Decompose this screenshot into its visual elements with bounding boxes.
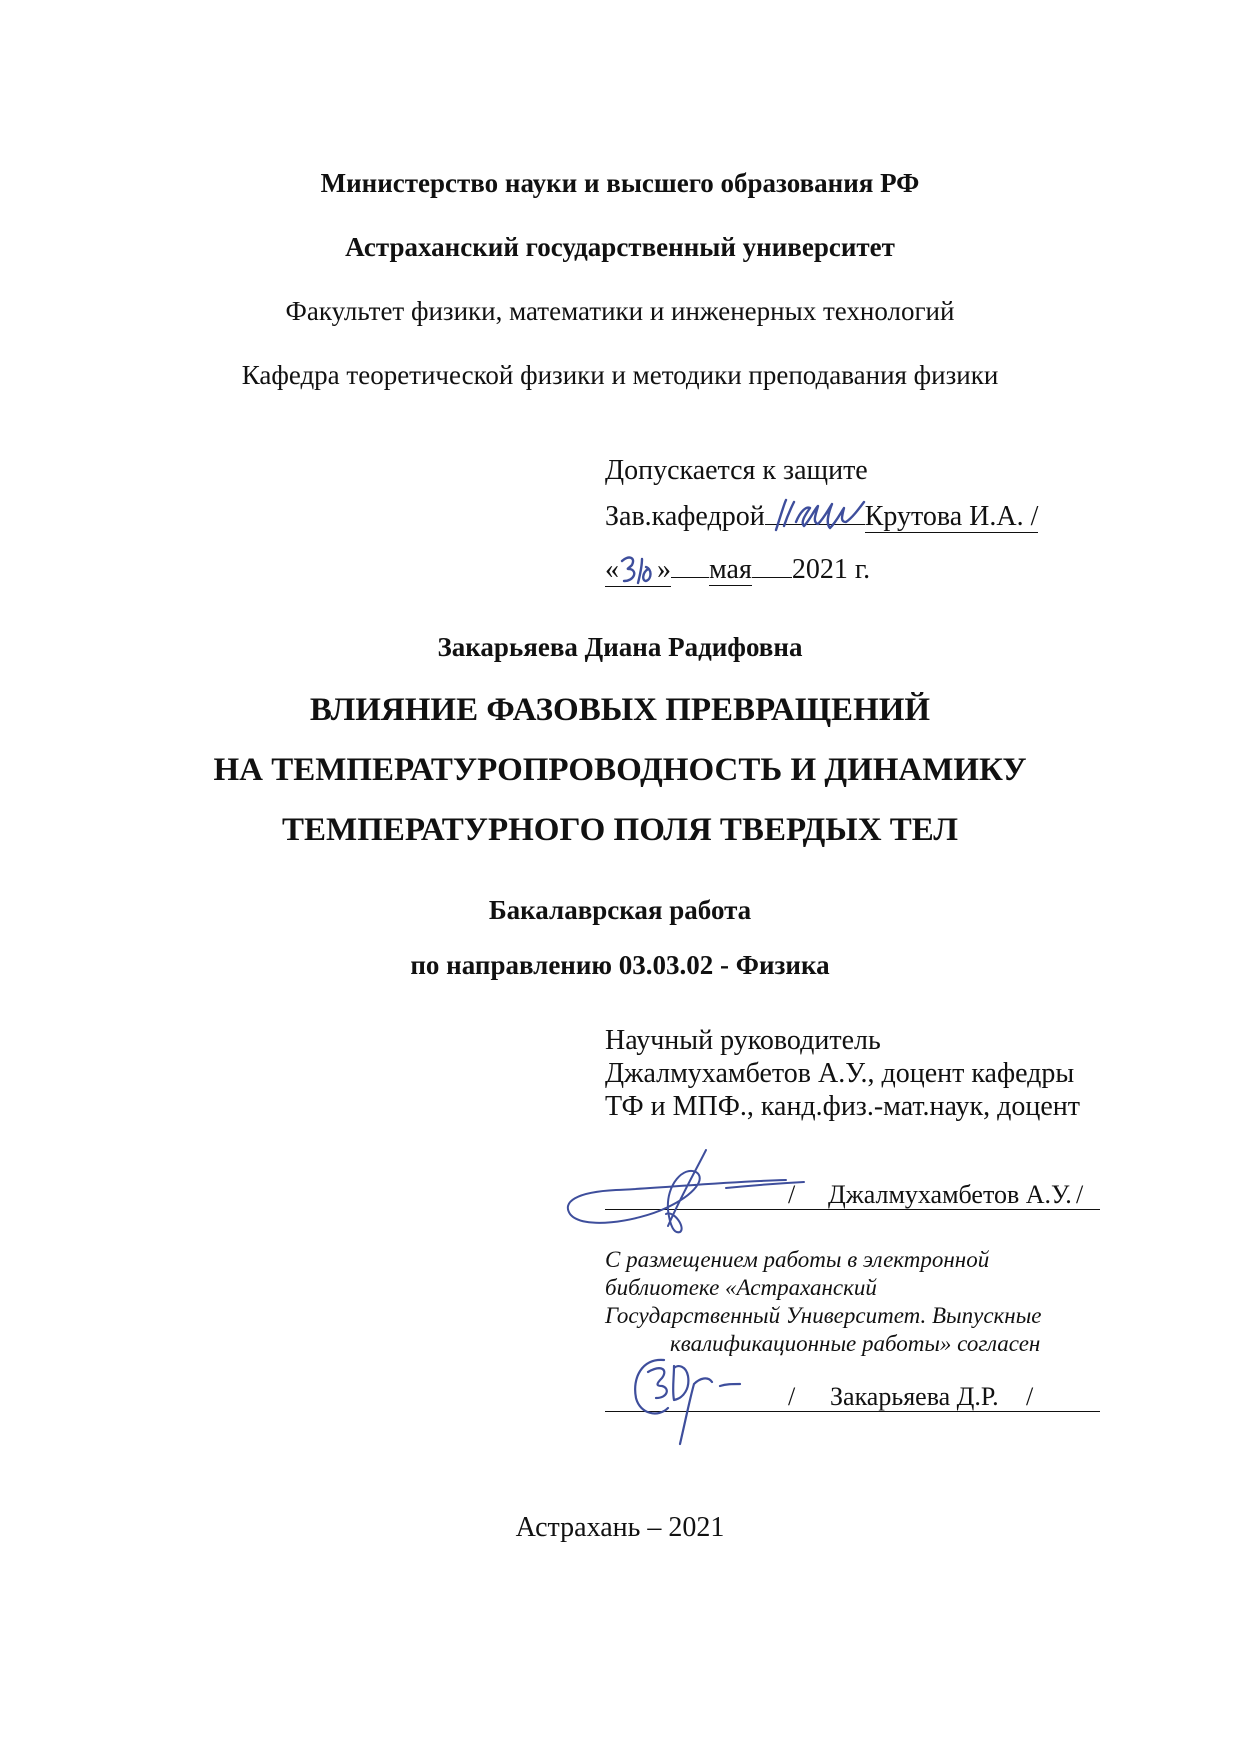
student-name: Закарьяева Д.Р. bbox=[830, 1382, 999, 1411]
student-name-underline bbox=[830, 1411, 1030, 1412]
consent-line-2: библиотеке «Астраханский bbox=[605, 1275, 877, 1300]
supervisor-slash-right: / bbox=[1076, 1180, 1084, 1209]
consent-line-1: С размещением работы в электронной bbox=[605, 1247, 990, 1272]
head-label: Зав.кафедрой bbox=[605, 501, 765, 532]
author-name: Закарьяева Диана Радифовна bbox=[437, 632, 803, 662]
admitted-label: Допускается к защите bbox=[605, 455, 868, 486]
supervisor-signature bbox=[556, 1130, 806, 1245]
work-type: Бакалаврская работа bbox=[488, 895, 752, 925]
direction: по направлению 03.03.02 - Физика bbox=[410, 950, 830, 980]
head-name: Крутова И.А. / bbox=[864, 501, 1039, 532]
thesis-title-line-3: ТЕМПЕРАТУРНОГО ПОЛЯ ТВЕРДЫХ ТЕЛ bbox=[282, 812, 958, 848]
supervisor-info-line-2: ТФ и МПФ., канд.физ.-мат.наук, доцент bbox=[605, 1091, 1081, 1122]
supervisor-label: Научный руководитель bbox=[605, 1025, 881, 1056]
date-year: 2021 г. bbox=[791, 554, 871, 585]
date-month: мая bbox=[709, 554, 752, 585]
department-line: Кафедра теоретической физики и методики преподавания физики bbox=[241, 360, 999, 390]
supervisor-slash-left: / bbox=[788, 1180, 796, 1209]
student-signature bbox=[628, 1348, 748, 1448]
supervisor-name: Джалмухамбетов А.У. bbox=[828, 1180, 1072, 1209]
ministry-line: Министерство науки и высшего образования РФ bbox=[320, 168, 920, 198]
student-slash-right: / bbox=[1026, 1382, 1034, 1411]
date-close-quote: » bbox=[657, 554, 671, 585]
head-signature bbox=[770, 492, 875, 537]
thesis-title-line-2: НА ТЕМПЕРАТУРОПРОВОДНОСТЬ И ДИНАМИКУ bbox=[213, 752, 1027, 788]
university-line: Астраханский государственный университет bbox=[345, 232, 895, 262]
city-year: Астрахань – 2021 bbox=[515, 1512, 725, 1543]
thesis-title-line-1: ВЛИЯНИЕ ФАЗОВЫХ ПРЕВРАЩЕНИЙ bbox=[309, 692, 931, 728]
handwritten-day bbox=[618, 553, 658, 587]
faculty-line: Факультет физики, математики и инженерных технологий bbox=[285, 296, 955, 326]
supervisor-info-line-1: Джалмухамбетов А.У., доцент кафедры bbox=[605, 1058, 1075, 1089]
consent-line-4: квалификационные работы» согласен bbox=[670, 1331, 1041, 1356]
consent-line-3: Государственный Университет. Выпускные bbox=[605, 1303, 1042, 1328]
date-open-quote: « bbox=[605, 554, 619, 585]
student-slash-left: / bbox=[788, 1382, 796, 1411]
